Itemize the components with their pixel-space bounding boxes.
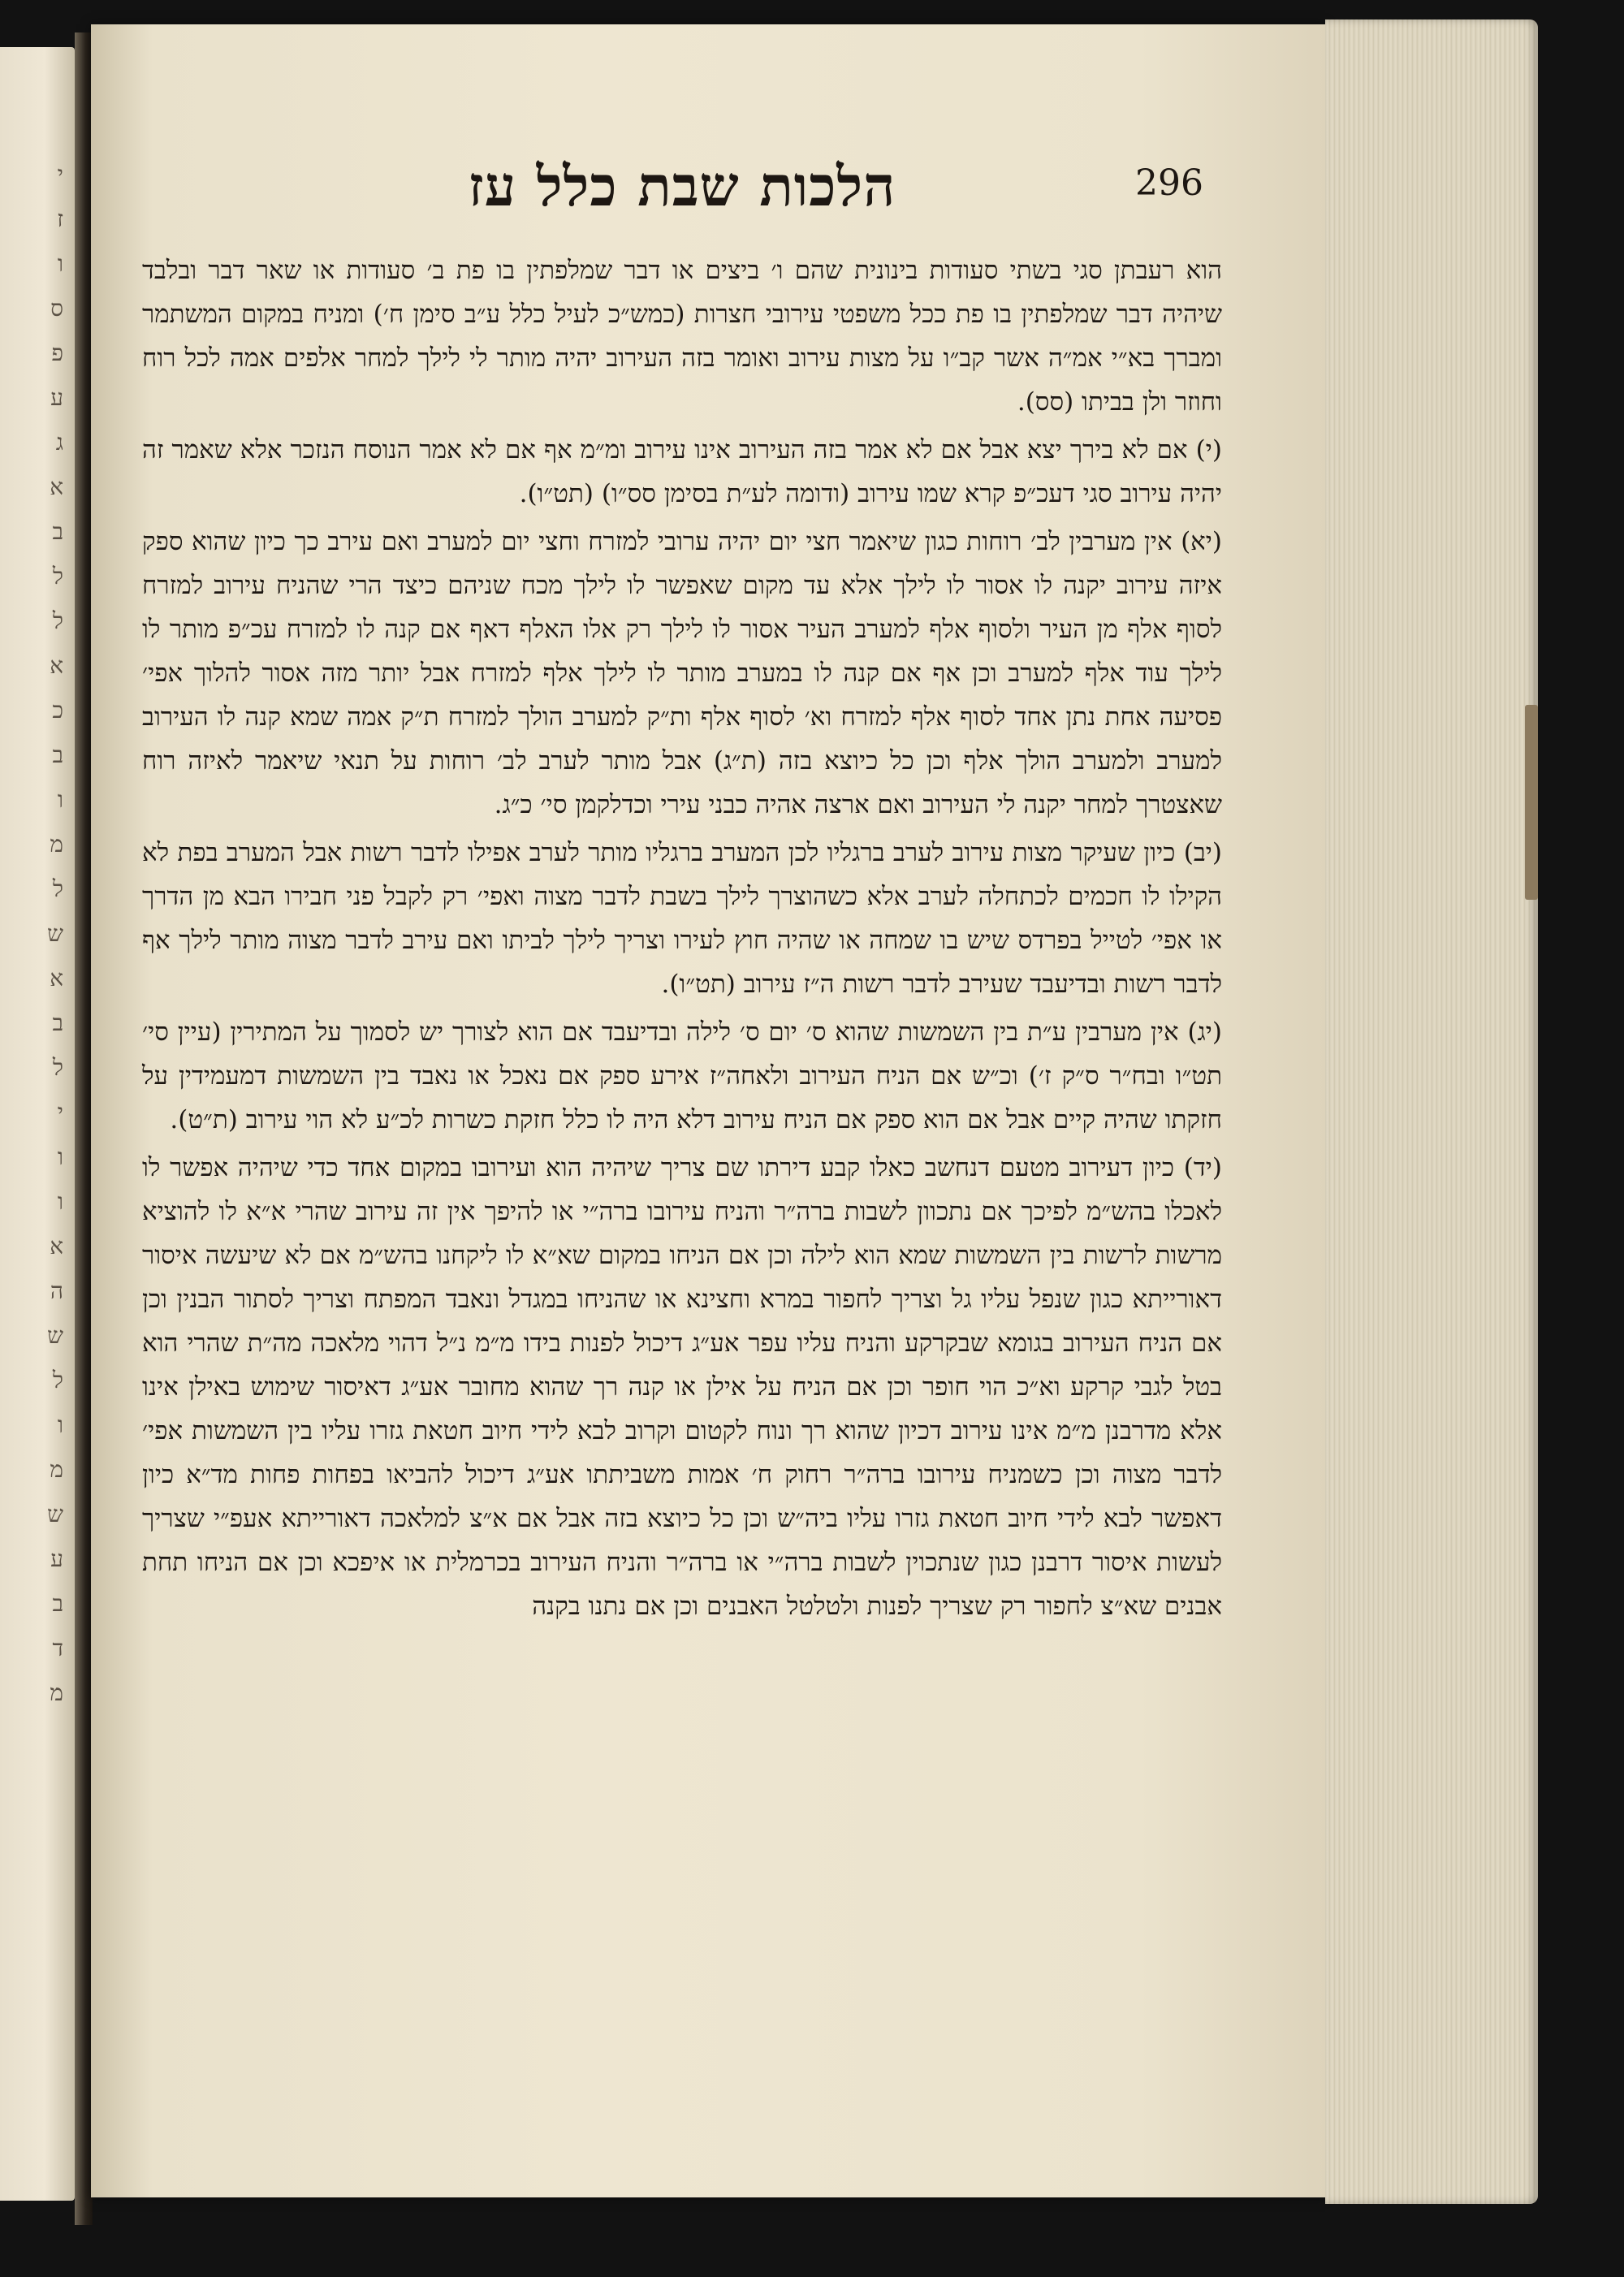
facing-page-fragment: א [50, 473, 63, 500]
facing-page-fragment: ב [52, 518, 63, 545]
book-gutter [75, 32, 93, 2225]
facing-page-fragment: ה [50, 1277, 63, 1304]
facing-page-fragment: ש [47, 1501, 63, 1527]
facing-page-fragment: מ [50, 1679, 63, 1706]
facing-page-fragment: י [57, 1099, 63, 1126]
paragraph: (יג) אין מערבין ע״ת בין השמשות שהוא ס׳ יום ס׳ לילה ובדיעבד אם הוא לצורך יש לסמוך על המתירין (עיין סי׳ תט״ו ובח״ר ס״ק ז׳) וכ״ש אם הניח העירוב ולאחה״ז אירע ספק אם נאכל או נאבד בין השמשות דמעמידין על חזקתו שהיה קיים אבל אם הוא ספק אם הניח עירוב דלא היה לו כלל חזקת כשרות לכ״ע לא הוי עירוב (ת״ט). [142, 1018, 1222, 1134]
facing-page-fragment: ב [52, 741, 63, 768]
facing-page-fragment: ב [52, 1009, 63, 1036]
page-fore-edge [1325, 19, 1538, 2204]
facing-page-fragment: ש [47, 1322, 63, 1349]
facing-page-fragment: ל [52, 1367, 63, 1393]
facing-page-fragment: ל [52, 875, 63, 902]
facing-page-fragment: ו [57, 250, 63, 277]
paragraph: (יב) כיון שעיקר מצות עירוב לערב ברגליו לכן המערב ברגליו מותר לערב אפילו לדבר רשות אבל המערב בפת לא הקילו לו חכמים לכתחלה לערב אלא כשהוצרך לילך בשבת לדבר מצוה ואפי׳ רק לקבל פני חבירו הבא מן הדרך או אפי׳ לטייל בפרדס שיש בו שמחה או שהיה חוץ לעירו וצריך לילך לביתו ואם עירב לדבר מצוה מותר לילך אף לדבר רשות ובדיעבד שעירב לדבר רשות ה״ז עירוב (תט״ו). [142, 838, 1222, 999]
facing-page-fragment: א [50, 652, 63, 679]
facing-page-edge [0, 47, 75, 2201]
facing-page-fragment: י [57, 161, 63, 188]
page-body [142, 248, 1222, 1632]
page-number: 296 [1135, 162, 1203, 204]
facing-page-fragment: ו [57, 1143, 63, 1170]
facing-page-fragment: ז [57, 205, 63, 232]
facing-page-fragment: א [50, 1233, 63, 1259]
facing-page-fragment: ו [57, 1188, 63, 1215]
facing-page-fragment: פ [51, 339, 63, 366]
facing-page-fragment: ג [55, 429, 63, 456]
paragraph: (יא) אין מערבין לב׳ רוחות כגון שיאמר חצי יום יהיה ערובי למזרח וחצי יום למערב ואם עירב כך כיון שהוא ספק איזה עירוב יקנה לו אסור לו לילך אלא עד מקום שאפשר לו לילך מכח שניהם כיצד הרי שהניח עירוב למזרח לסוף אלף מן העיר ולסוף אלף למערב העיר אסור לו לילך רק אלו האלף דאף אם קנה לו למזרח עכ״פ מותר לו לילך עוד אלף למערב וכן אף אם קנה לו במערב מותר לו לילך אלף למזרח אבל יותר מזה אסור להלוך אפי׳ פסיעה אחת נתן אחד לסוף אלף למזרח וא׳ לסוף אלף ות״ק למערב הולך למזרח ת״ק אמה שמא קנה לו העירוב למערב ולמערב הולך אלף וכן כל כיוצא בזה (ת״ג) אבל מותר לערב לב׳ רוחות על תנאי שיאמר לאיזה רוח שאצטרך למחר יקנה לי העירוב ואם ארצה אהיה כבני עירי וכדלקמן סי׳ כ״ג. [142, 527, 1222, 819]
facing-page-fragment: מ [50, 831, 63, 858]
facing-page-fragment: ע [50, 1545, 63, 1572]
facing-page-fragment: א [50, 965, 63, 992]
facing-page-fragment: ל [52, 607, 63, 634]
facing-page-fragment: ל [52, 563, 63, 590]
facing-page-fragment: ש [47, 920, 63, 947]
facing-page-fragment: ע [50, 384, 63, 411]
facing-page-fragment: ל [52, 1054, 63, 1081]
page-header [154, 154, 1210, 227]
facing-page-fragment: ד [52, 1635, 63, 1661]
paragraph: (י) אם לא בירך יצא אבל אם לא אמר בזה העירוב אינו עירוב ומ״מ אף אם לא אמר הנוסח הנזכר אלא שאמר זה יהיה עירוב סגי דעכ״פ קרא שמו עירוב (ודומה לע״ת בסימן סס״ו) (תט״ו). [142, 435, 1222, 508]
facing-page-fragment: ס [50, 295, 63, 322]
facing-page-fragment: ב [52, 1590, 63, 1617]
facing-page-fragment: מ [50, 1456, 63, 1483]
facing-page-fragment: ו [57, 1411, 63, 1438]
paragraph: (יד) כיון דעירוב מטעם דנחשב כאלו קבע דירתו שם צריך שיהיה הוא ועירובו במקום אחד כדי שיהיה אפשר לו לאכלו בהש״מ לפיכך אם נתכוון לשבות ברה״ר והניח עירובו ברה״י או להיפך אין זה עירוב שהרי א״א לו להוציא מרשות לרשות בין השמשות שמא הוא לילה וכן אם הניחו במקום שא״א לו ליקחנו בהש״מ אם לא שיעשה איסור דאורייתא כגון שנפל עליו גל וצריך לחפור במרא וחצינא או שהניחו במגדל ונאבד המפתח וצריך לסתור הבנין וכן אם הניח העירוב בגומא שבקרקע והניח עליו עפר אע״ג דיכול לפנות בידו מ״מ נ״ל דהוי מלאכה מה״ת שהרי הוא בטל לגבי קרקע וא״כ הוי חופר וכן אם הניח על אילן או קנה רך שהוא מחובר אע״ג דאיסור שימוש באילן אינו אלא מדרבנן מ״מ אינו עירוב דכיון שהוא רך ונוח לקטום וקרוב לבא לידי חיוב חטאת גזרו עליו בין השמשות אפי׳ לדבר מצוה וכן כשמניח עירובו ברה״ר רחוק ח׳ אמות משביתתו אע״ג דיכול להביאו בפחות פחות מד״א כיון דאפשר לבא לידי חיוב חטאת גזרו עליו ביה״ש וכן כל כיוצא בזה אבל אם א״צ למלאכה דאורייתא אעפ״י שצריך לעשות איסור דרבנן כגון שנתכוין לשבות ברה״י או ברה״ר והניח העירוב בכרמלית או איפכא וכן אם הניחו תחת אבנים שא״צ לחפור רק שצריך לפנות ולטלטל האבנים וכן אם נתנו בקנה [142, 1153, 1222, 1621]
paragraph: הוא רעבתן סגי בשתי סעודות בינונית שהם ו׳ ביצים או דבר שמלפתין בו פת ב׳ סעודות או שאר דבר ובלבד שיהיה דבר שמלפתין בו פת ככל משפטי עירובי חצרות (כמש״כ לעיל כלל ע״ב סימן ח׳) ומניח במקום המשתמר ומברך בא״י אמ״ה אשר קב״ו על מצות עירוב ואומר בזה העירוב יהיה מותר לי לילך למחר אלפים אמה לכל רוח וחוזר ולן בביתו (סס). [142, 256, 1222, 417]
running-title: הלכות שבת כלל עז [468, 154, 896, 219]
facing-page-fragment: כ [52, 697, 63, 724]
facing-page-fragment: ו [57, 786, 63, 813]
bookmark-ribbon [1525, 705, 1538, 900]
